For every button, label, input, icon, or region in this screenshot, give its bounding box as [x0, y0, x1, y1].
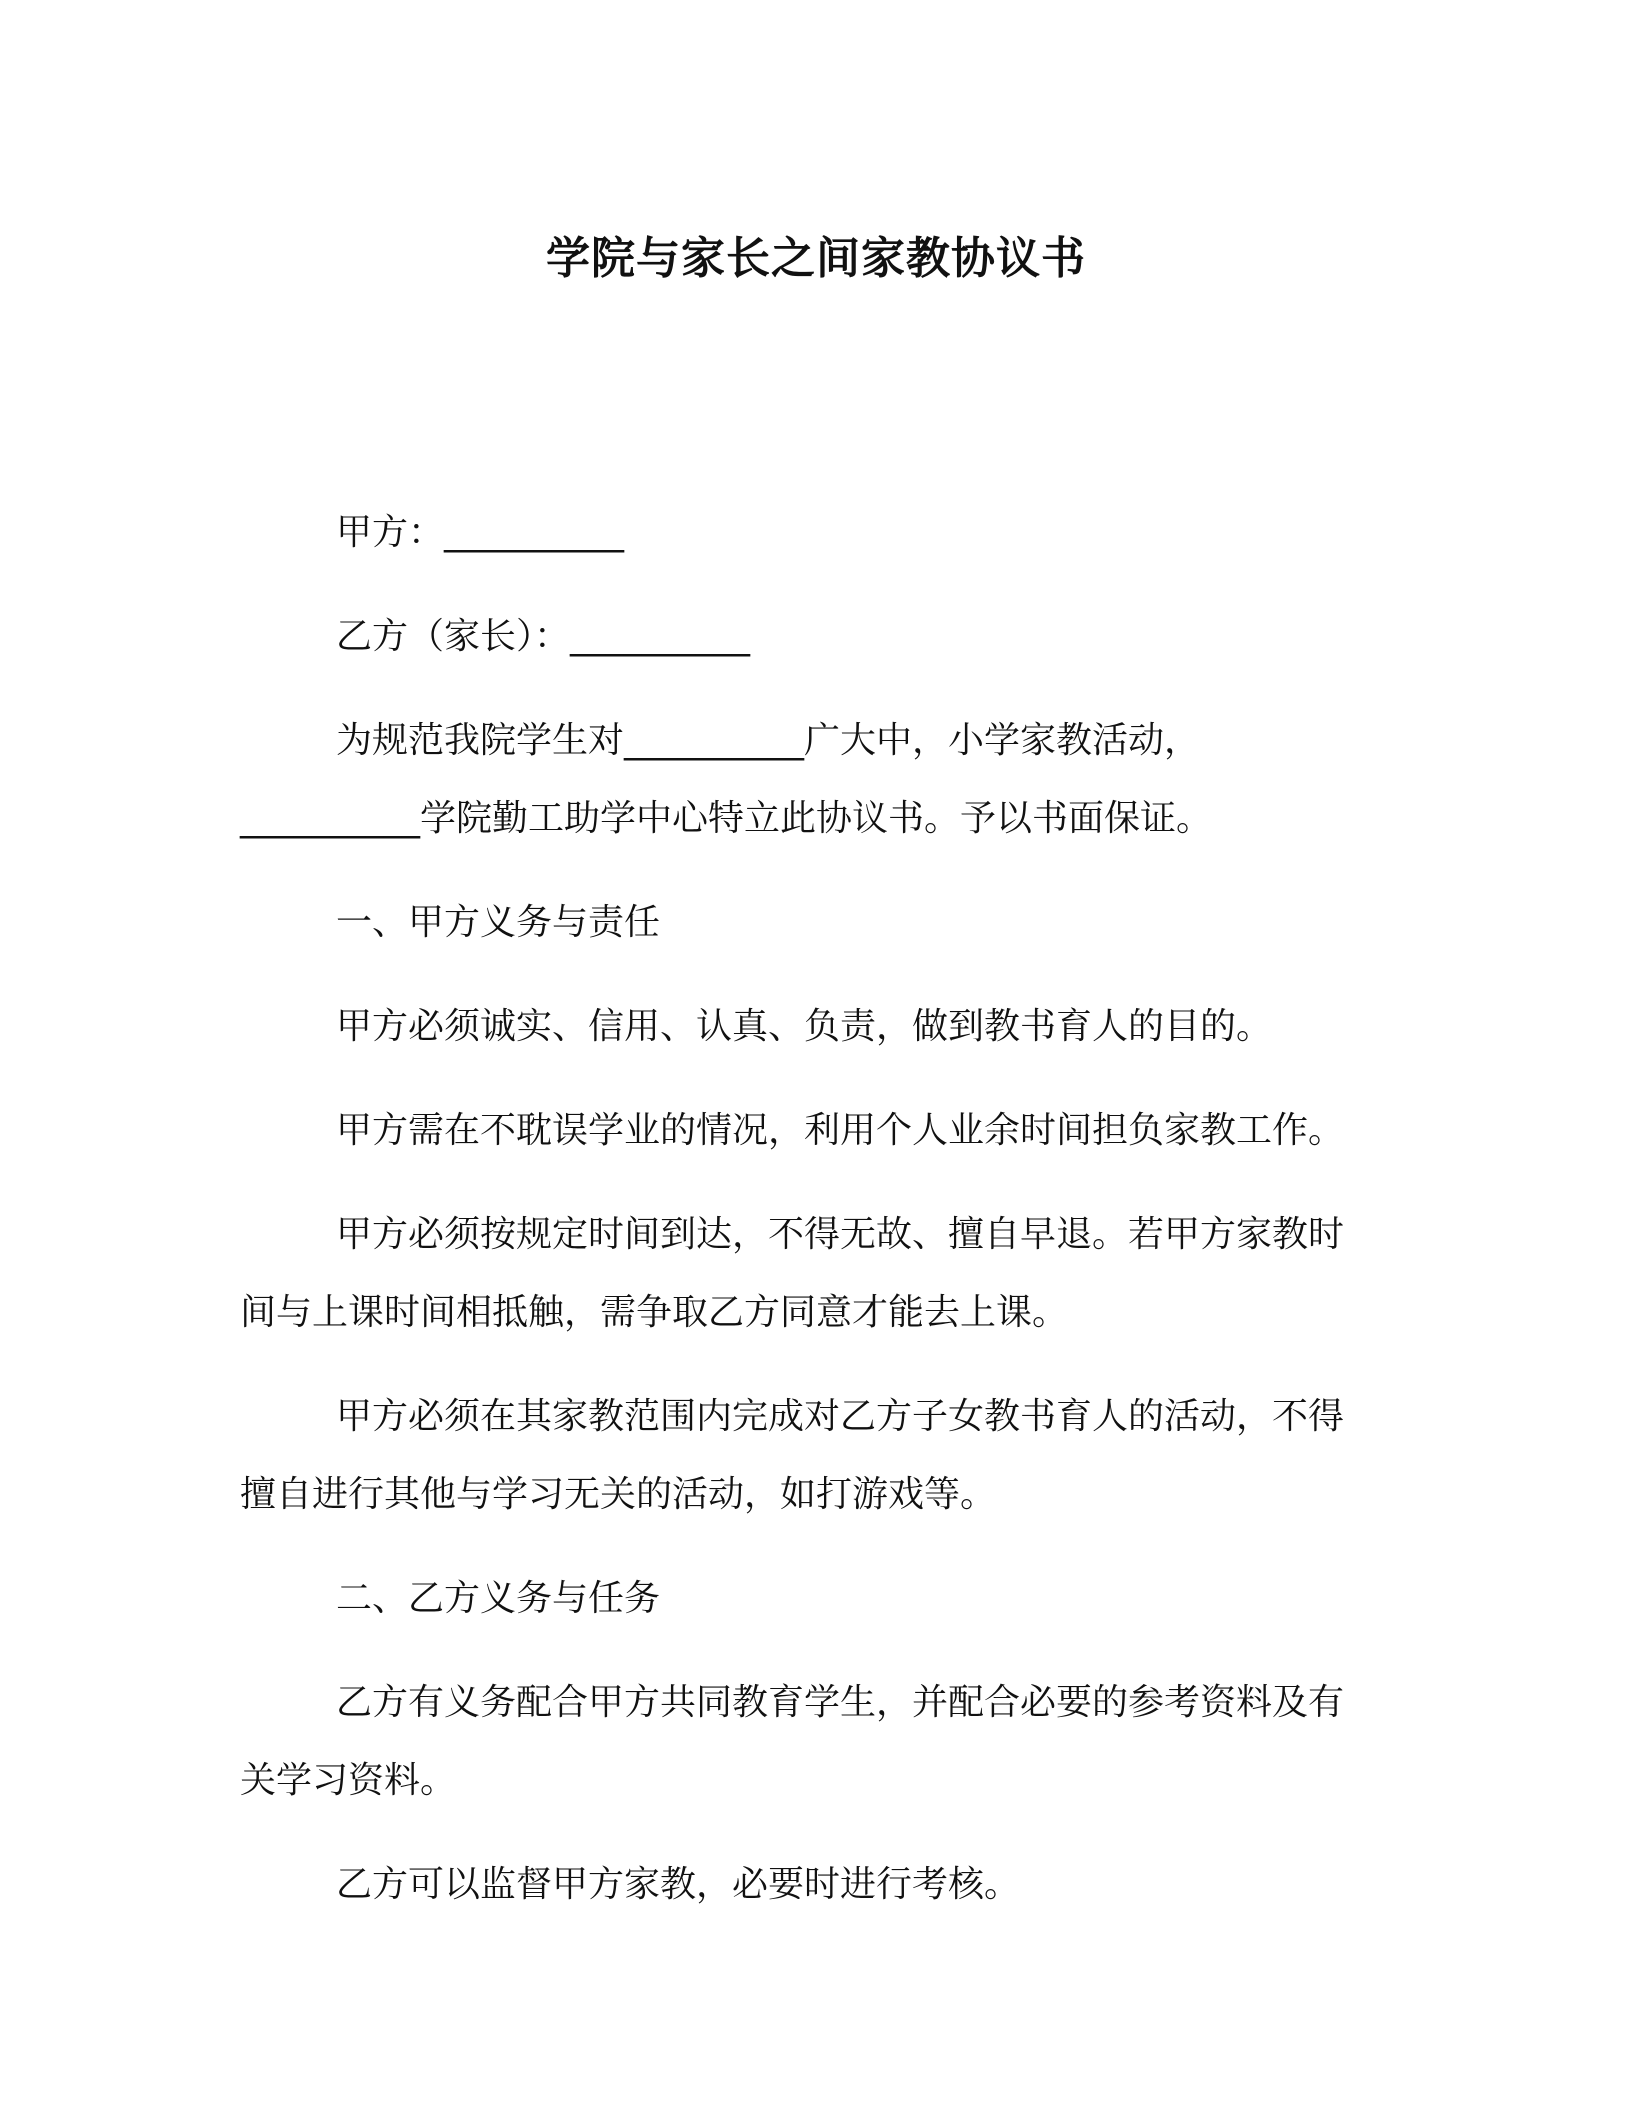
section-heading-party-b: 二、乙方义务与任务	[336, 1578, 661, 1619]
preamble-paragraph: 为规范我院学生对__________广大中，小学家教活动，__________学院勤工助学中心特立此协议书。予以书面保证。	[240, 720, 1213, 839]
party-a-line: 甲方：__________	[336, 512, 625, 553]
clause-paragraph: 乙方可以监督甲方家教，必要时进行考核。	[336, 1864, 1021, 1905]
clause-paragraph: 甲方必须按规定时间到达，不得无故、擅自早退。若甲方家教时间与上课时间相抵触，需争取乙方同意才能去上课。	[240, 1214, 1345, 1333]
clause-paragraph: 乙方有义务配合甲方共同教育学生，并配合必要的参考资料及有关学习资料。	[240, 1682, 1345, 1801]
clause-paragraph: 甲方必须诚实、信用、认真、负责，做到教书育人的目的。	[336, 1006, 1273, 1047]
section-heading-party-a: 一、甲方义务与责任	[336, 902, 661, 943]
clause-paragraph: 甲方必须在其家教范围内完成对乙方子女教书育人的活动，不得擅自进行其他与学习无关的活动，如打游戏等。	[240, 1396, 1345, 1515]
clause-paragraph: 甲方需在不耽误学业的情况，利用个人业余时间担负家教工作。	[336, 1110, 1345, 1151]
document-title: 学院与家长之间家教协议书	[546, 233, 1086, 284]
party-b-line: 乙方（家长）：__________	[336, 616, 751, 657]
document-body	[240, 494, 1376, 1950]
